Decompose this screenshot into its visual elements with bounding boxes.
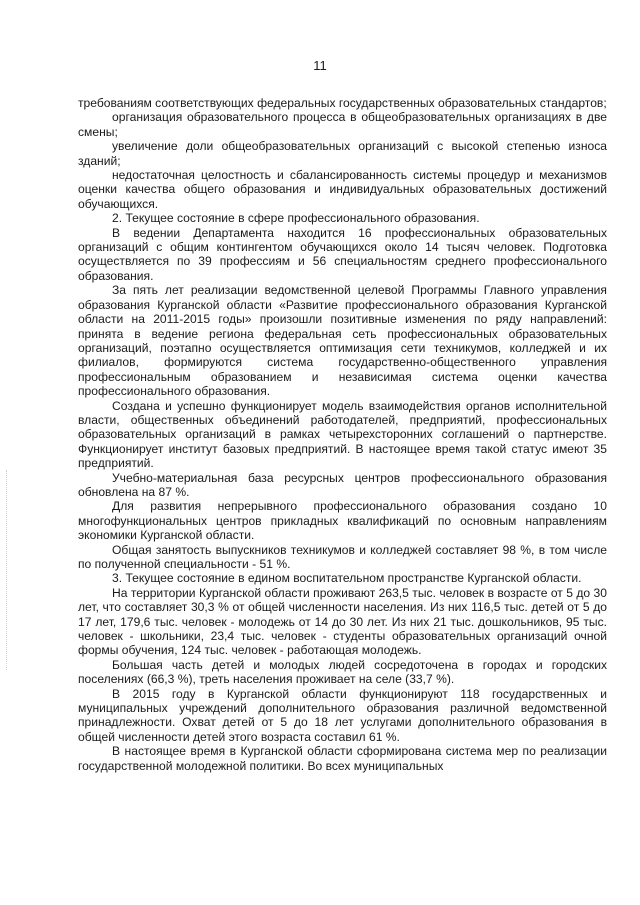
paragraph-6: В ведении Департамента находится 16 профессиональных образовательных организаций с общим контингентом обучающихся около 14 тысяч человек. Подготовка осуществляется по 39 профессиям и 56 специальностям среднего профессионального образования. (78, 225, 607, 283)
paragraph-3: увеличение доли общеобразовательных организаций с высокой степенью износа зданий; (78, 139, 607, 168)
paragraph-11: Общая занятость выпускников техникумов и колледжей составляет 98 %, в том числе по полученной специальности - 51 %. (78, 542, 607, 571)
document-body (78, 96, 607, 773)
page-number: 11 (313, 58, 327, 73)
paragraph-13: На территории Курганской области проживают 263,5 тыс. человек в возрасте от 5 до 30 лет, что составляет 30,3 % от общей численности населения. Из них 116,5 тыс. детей от 5 до 17 лет, 179,6 тыс. человек - молодежь от 14 до 30 лет. Из них 21 тыс. дошкольников, 95 тыс. человек - школьники, 23,4 тыс. человек - студенты образовательных организаций очной формы обучения, 124 тыс. человек - работающая молодежь. (78, 585, 607, 658)
section-heading-3: 3. Текущее состояние в едином воспитательном пространстве Курганской области. (112, 571, 582, 586)
paragraph-10: Для развития непрерывного профессионального образования создано 10 многофункциональных центров прикладных квалификаций по основным направлениям экономики Курганской области. (78, 499, 607, 543)
paragraph-2: организация образовательного процесса в общеобразовательных организациях в две смены; (78, 110, 607, 139)
section-heading-2: 2. Текущее состояние в сфере профессионального образования. (112, 211, 480, 226)
paragraph-4: недостаточная целостность и сбалансированность системы процедур и механизмов оценки качества общего образования и индивидуальных образовательных достижений обучающихся. (78, 168, 607, 211)
scan-margin-mark (6, 470, 8, 670)
paragraph-9: Учебно-материальная база ресурсных центров профессионального образования обновлена на 87 %. (78, 470, 607, 499)
paragraph-7: За пять лет реализации ведомственной целевой Программы Главного управления образования Курганской области «Развитие профессионального образования Курганской области на 2011-2015 годы» произошли позитивные изменения по ряду направлений: принята в ведение региона федеральная сеть профессиональных образовательных организаций, поэтапно осуществляется оптимизация сети техникумов, колледжей и их филиалов, формируются система государственно-общественного управления профессиональным образованием и независимая система оценки качества профессионального образования. (78, 283, 607, 399)
paragraph-15: В 2015 году в Курганской области функционируют 118 государственных и муниципальных учреждений дополнительного образования различной ведомственной принадлежности. Охват детей от 5 до 18 лет услугами дополнительного образования в общей численности детей этого возраста составил 61 %. (78, 686, 607, 744)
paragraph-14: Большая часть детей и молодых людей сосредоточена в городах и городских поселениях (66,3 %), треть населения проживает на селе (33,7 %). (78, 657, 607, 687)
paragraph-1: требованиям соответствующих федеральных государственных образовательных стандартов; (78, 96, 607, 110)
paragraph-8: Создана и успешно функционирует модель взаимодействия органов исполнительной власти, общественных объединений работодателей, предприятий, профессиональных образовательных организаций в рамках четырехсторонних соглашений о партнерстве. Функционирует институт базовых предприятий. В настоящее время такой статус имеют 35 предприятий. (78, 398, 607, 471)
paragraph-16: В настоящее время в Курганской области сформирована система мер по реализации государственной молодежной политики. Во всех муниципальных (78, 744, 607, 773)
